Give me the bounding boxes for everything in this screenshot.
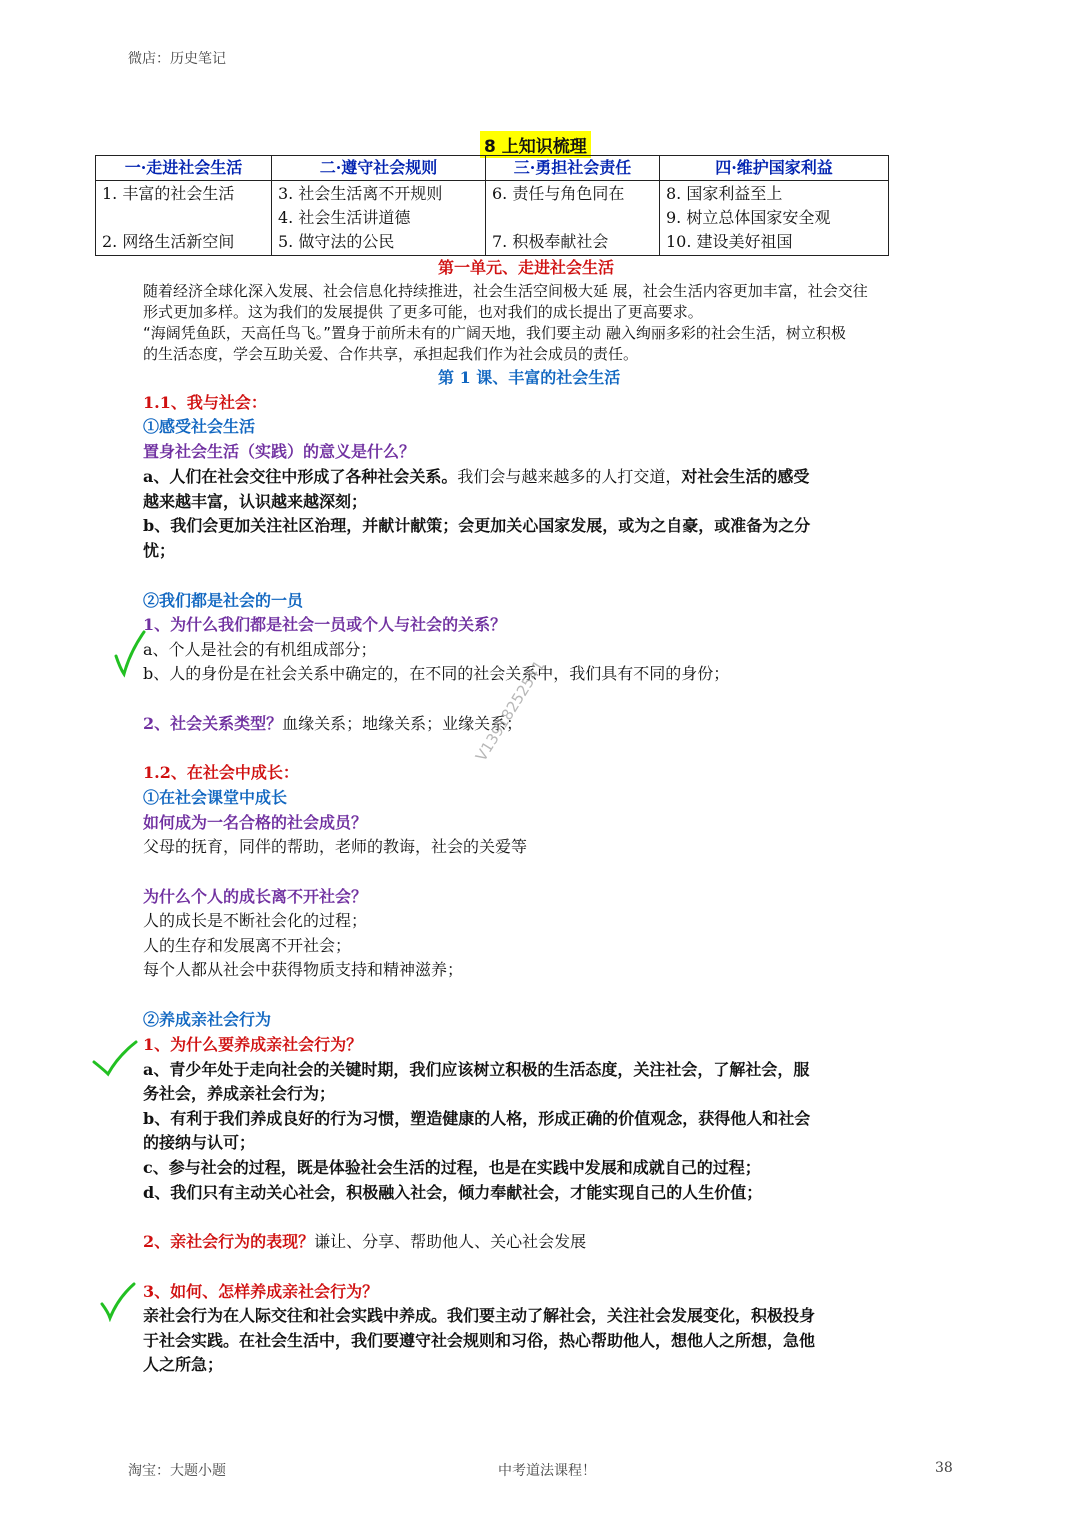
unit-intro-line: 形式更加多样。这为我们的发展提供 了更多可能，也对我们的成长提出了更高要求。 (143, 303, 703, 321)
answer-inline: 谦让、分享、帮助他人、关心社会发展 (314, 1232, 587, 1251)
answer-bold: 对社会生活的感受 (681, 467, 810, 486)
answer-line: 的接纳与认可； (143, 1133, 256, 1152)
overview-cell-1 (96, 181, 272, 256)
answer-line: b、有利于我们养成良好的行为习惯，塑造健康的人格，形成正确的价值观念，获得他人和社会 (143, 1109, 811, 1128)
footer-course: 中考道法课程！ (498, 1463, 596, 1479)
question-inline: 2、亲社会行为的表现？ (143, 1232, 315, 1251)
overview-head-3: 三·勇担社会责任 (486, 156, 660, 181)
subsection-title: ①感受社会生活 (143, 417, 256, 436)
answer-line: 忧； (143, 541, 176, 560)
subsection-title: ②我们都是社会的一员 (143, 591, 304, 610)
unit-intro-line: “海阔凭鱼跃，天高任鸟飞。”置身于前所未有的广阔天地，我们要主动 融入绚丽多彩的社会生活，树立积极 (143, 324, 846, 342)
overview-item: 1. 丰富的社会生活 (102, 184, 235, 203)
question: 置身社会生活（实践）的意义是什么？ (143, 442, 416, 461)
overview-cell-2 (272, 181, 486, 256)
overview-item: 4. 社会生活讲道德 (278, 208, 411, 227)
unit-intro-line: 的生活态度，学会互助关爱、合作共享，承担起我们作为社会成员的责任。 (143, 345, 639, 363)
overview-item: 6. 责任与角色同在 (492, 184, 625, 203)
answer-line: 亲社会行为在人际交往和社会实践中养成。我们要主动了解社会，关注社会发展变化，积极投身 (143, 1306, 816, 1325)
answer-line: a、个人是社会的有机组成部分； (143, 640, 377, 659)
answer-line (143, 712, 522, 736)
page-title: 8 上知识梳理 (480, 131, 591, 158)
overview-item: 5. 做守法的公民 (278, 232, 395, 251)
check-mark-icon (112, 628, 148, 678)
footer-shop: 淘宝：大题小题 (128, 1463, 226, 1479)
answer-bold: a、人们在社会交往中形成了各种社会关系。 (143, 467, 458, 486)
header-shop: 微店：历史笔记 (128, 51, 226, 67)
overview-cell-4 (660, 181, 889, 256)
overview-head-1: 一·走进社会生活 (96, 156, 272, 181)
answer-line: 人的生存和发展离不开社会； (143, 936, 352, 955)
question: 1、为什么要养成亲社会行为？ (143, 1035, 363, 1054)
overview-item: 8. 国家利益至上 (666, 184, 783, 203)
watermark: V13918252541 (472, 657, 549, 765)
subsection-title: ②养成亲社会行为 (143, 1010, 272, 1029)
answer-line: a、青少年处于走向社会的关键时期，我们应该树立积极的生活态度，关注社会，了解社会，服 (143, 1060, 810, 1079)
answer-line: 务社会，养成亲社会行为； (143, 1084, 336, 1103)
question: 如何成为一名合格的社会成员？ (143, 813, 368, 832)
answer-line (143, 1230, 586, 1254)
overview-item: 10. 建设美好祖国 (666, 232, 793, 251)
subsection-title: ①在社会课堂中成长 (143, 788, 288, 807)
overview-cell-3 (486, 181, 660, 256)
lesson-title: 第 1 课、丰富的社会生活 (438, 368, 621, 387)
overview-head-4: 四·维护国家利益 (660, 156, 889, 181)
page-number: 38 (935, 1460, 953, 1476)
question: 1、为什么我们都是社会一员或个人与社会的关系？ (143, 615, 507, 634)
answer-inline: 血缘关系；地缘关系；业缘关系； (282, 714, 523, 733)
answer-line: 人的成长是不断社会化的过程； (143, 911, 368, 930)
answer-line: b、人的身份是在社会关系中确定的，在不同的社会关系中，我们具有不同的身份； (143, 664, 730, 683)
overview-item: 3. 社会生活离不开规则 (278, 184, 443, 203)
section-1-1-title: 1.1、我与社会： (143, 393, 267, 412)
answer-line: 越来越丰富，认识越来越深刻； (143, 492, 368, 511)
unit-intro-line: 随着经济全球化深入发展、社会信息化持续推进，社会生活空间极大延 展，社会生活内容更加丰富，社会交往 (143, 282, 868, 300)
answer-line: 每个人都从社会中获得物质支持和精神滋养； (143, 960, 464, 979)
section-1-2-title: 1.2、在社会中成长： (143, 763, 299, 782)
answer-normal: 我们会与越来越多的人打交道， (457, 467, 682, 486)
answer-line: 父母的抚育，同伴的帮助，老师的教诲，社会的关爱等 (143, 837, 528, 856)
answer-line: 人之所急； (143, 1355, 224, 1374)
check-mark-icon (90, 1038, 140, 1078)
overview-item: 2. 网络生活新空间 (102, 232, 235, 251)
overview-table (95, 155, 889, 256)
overview-head-2: 二·遵守社会规则 (272, 156, 486, 181)
question: 3、如何、怎样养成亲社会行为？ (143, 1282, 379, 1301)
answer-line: b、我们会更加关注社区治理，并献计献策；会更加关心国家发展，或为之自豪，或准备为之分 (143, 516, 811, 535)
question-inline: 2、社会关系类型？ (143, 714, 283, 733)
check-mark-icon (98, 1280, 138, 1322)
answer-line: d、我们只有主动关心社会，积极融入社会，倾力奉献社会，才能实现自己的人生价值； (143, 1183, 763, 1202)
answer-line (143, 465, 809, 489)
question: 为什么个人的成长离不开社会？ (143, 887, 368, 906)
answer-line: 于社会实践。在社会生活中，我们要遵守社会规则和习俗，热心帮助他人，想他人之所想，急他 (143, 1331, 816, 1350)
unit-title: 第一单元、走进社会生活 (438, 258, 615, 277)
overview-item: 9. 树立总体国家安全观 (666, 208, 831, 227)
answer-line: c、参与社会的过程，既是体验社会生活的过程，也是在实践中发展和成就自己的过程； (143, 1158, 761, 1177)
overview-item: 7. 积极奉献社会 (492, 232, 609, 251)
